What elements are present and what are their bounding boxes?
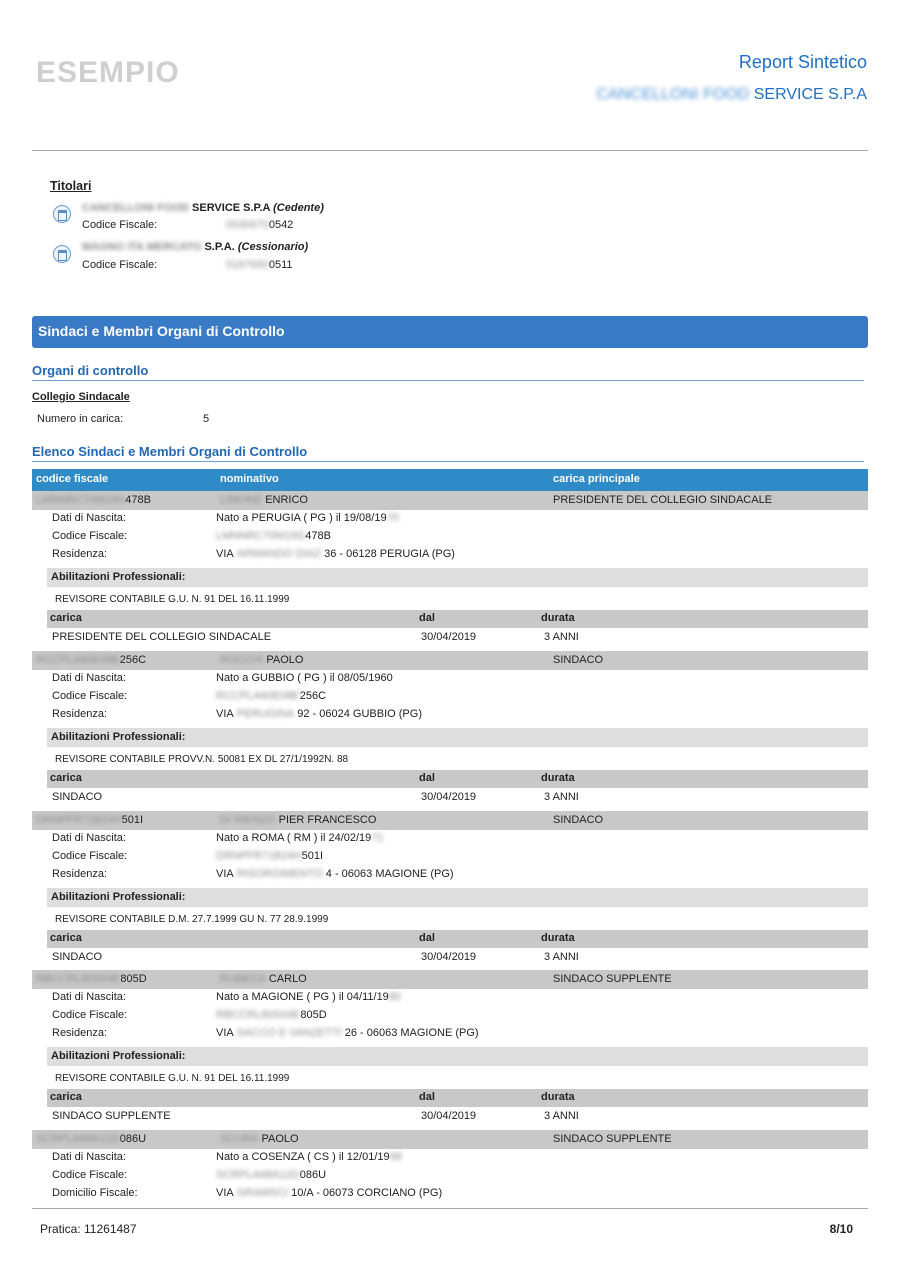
codice-fiscale-value	[216, 1009, 327, 1021]
carica-subheader	[47, 1089, 868, 1107]
sub-carica-label: carica	[50, 772, 82, 784]
birth-text: Nato a GUBBIO ( PG ) il 08/05/1960	[216, 672, 393, 684]
dati-nascita-value	[216, 512, 399, 524]
durata-value: 3 ANNI	[544, 791, 579, 803]
building-icon	[53, 245, 71, 263]
via-redacted: GRAMSCI	[236, 1187, 289, 1199]
collegio-heading: Collegio Sindacale	[32, 391, 130, 403]
watermark: ESEMPIO	[36, 56, 180, 89]
member-cf	[36, 814, 143, 826]
member-row	[32, 970, 868, 989]
birth-redacted: 71	[371, 832, 384, 844]
member-carica: SINDACO	[553, 814, 604, 826]
carica-subheader	[47, 610, 868, 628]
residenza-row	[32, 546, 868, 564]
birth-text: Nato a PERUGIA ( PG ) il 19/08/19	[216, 512, 387, 524]
abilitazione-value: REVISORE CONTABILE PROVV.N. 50081 EX DL 27/1/1992N. 88	[55, 754, 349, 765]
residenza-label: Residenza:	[52, 548, 108, 560]
member-surname-redacted: ROCCHI	[220, 654, 264, 666]
carica-value: SINDACO SUPPLENTE	[52, 1110, 171, 1122]
member-cf	[36, 973, 147, 985]
footer-divider	[32, 1208, 868, 1209]
via-redacted: SACCO E VANZETTI	[236, 1027, 342, 1039]
birth-redacted: 70	[386, 512, 399, 524]
codice-fiscale-label: Codice Fiscale:	[52, 1169, 128, 1181]
dal-value: 30/04/2019	[421, 631, 477, 643]
dati-nascita-label: Dati di Nascita:	[52, 672, 126, 684]
member-surname-redacted: LIMONE	[220, 494, 263, 506]
cf-redacted: RBCCRL80S04E	[216, 1009, 301, 1021]
member-cf	[36, 1133, 146, 1145]
carica-value: SINDACO	[52, 791, 103, 803]
elenco-divider	[32, 461, 864, 462]
via-redacted: ARMANDO DIAZ	[236, 548, 322, 560]
pratica-number: Pratica: 11261487	[40, 1222, 137, 1236]
dati-nascita-label: Dati di Nascita:	[52, 512, 126, 524]
member-cf-suffix: 501I	[121, 814, 144, 826]
cf-suffix: 478B	[305, 530, 331, 542]
cf-suffix: 501I	[301, 850, 324, 862]
carica-value-row	[47, 789, 868, 807]
codice-fiscale-row	[32, 688, 868, 706]
birth-text: Nato a ROMA ( RM ) il 24/02/19	[216, 832, 372, 844]
residenza-row	[32, 1185, 868, 1203]
member-carica: PRESIDENTE DEL COLLEGIO SINDACALE	[553, 494, 773, 506]
organi-divider	[32, 380, 864, 381]
organi-heading: Organi di controllo	[32, 363, 149, 378]
member-cf-redacted: RBCCRL80S04E	[36, 973, 121, 985]
dati-nascita-row	[32, 1149, 868, 1167]
residenza-label: Residenza:	[52, 868, 108, 880]
member-cf	[36, 654, 146, 666]
member-carica: SINDACO SUPPLENTE	[553, 1133, 672, 1145]
member-cf-suffix: 256C	[119, 654, 147, 666]
elenco-heading: Elenco Sindaci e Membri Organi di Controllo	[32, 444, 308, 459]
dati-nascita-row	[32, 510, 868, 528]
member-first-name: ENRICO	[265, 494, 308, 506]
residenza-label: Domicilio Fiscale:	[52, 1187, 138, 1199]
cf-redacted: LMNNRC70M19G	[216, 530, 306, 542]
codice-fiscale-value	[216, 530, 331, 542]
codice-fiscale-value	[216, 1169, 326, 1181]
company-name-suffix: SERVICE S.P.A	[753, 86, 867, 103]
holder-cf-label: Codice Fiscale:	[82, 219, 158, 231]
codice-fiscale-row	[32, 528, 868, 546]
abilitazione-value: REVISORE CONTABILE G.U. N. 91 DEL 16.11.1999	[55, 1073, 290, 1084]
member-row	[32, 651, 868, 670]
residenza-row	[32, 706, 868, 724]
member-first-name: PAOLO	[266, 654, 304, 666]
birth-text: Nato a COSENZA ( CS ) il 12/01/19	[216, 1151, 390, 1163]
holder-cf-value: 01876500511	[226, 259, 293, 271]
carica-value-row	[47, 949, 868, 967]
codice-fiscale-label: Codice Fiscale:	[52, 850, 128, 862]
cf-redacted: SCRPLA68A12D	[216, 1169, 300, 1181]
residenza-label: Residenza:	[52, 1027, 108, 1039]
residenza-label: Residenza:	[52, 708, 108, 720]
residenza-value	[216, 548, 455, 560]
sub-dal-label: dal	[419, 772, 435, 784]
residenza-value	[216, 1027, 479, 1039]
member-nominativo	[220, 654, 303, 666]
page-number: 8/10	[829, 1222, 853, 1236]
member-surname-redacted: SCURA	[220, 1133, 259, 1145]
member-first-name: CARLO	[268, 973, 307, 985]
section-title-bar: Sindaci e Membri Organi di Controllo	[32, 316, 868, 348]
sub-carica-label: carica	[50, 932, 82, 944]
residenza-value	[216, 1187, 442, 1199]
sub-dal-label: dal	[419, 612, 435, 624]
birth-redacted: 80	[388, 991, 402, 1003]
via-prefix: VIA	[216, 1187, 234, 1199]
cf-suffix: 805D	[300, 1009, 327, 1021]
codice-fiscale-label: Codice Fiscale:	[52, 690, 128, 702]
member-row	[32, 491, 868, 510]
via-suffix: 26 - 06063 MAGIONE (PG)	[341, 1027, 479, 1039]
residenza-value	[216, 708, 422, 720]
col-header-cf: codice fiscale	[36, 473, 109, 485]
abilitazioni-label: Abilitazioni Professionali:	[51, 571, 186, 583]
sub-durata-label: durata	[541, 612, 575, 624]
dati-nascita-label: Dati di Nascita:	[52, 1151, 126, 1163]
abilitazione-value: REVISORE CONTABILE G.U. N. 91 DEL 16.11.1999	[55, 594, 290, 605]
via-prefix: VIA	[216, 1027, 234, 1039]
sub-dal-label: dal	[419, 1091, 435, 1103]
cf-suffix: 086U	[299, 1169, 327, 1181]
via-prefix: VIA	[216, 868, 234, 880]
dal-value: 30/04/2019	[421, 951, 477, 963]
abilitazioni-label: Abilitazioni Professionali:	[51, 731, 186, 743]
carica-value: SINDACO	[52, 951, 103, 963]
dal-value: 30/04/2019	[421, 791, 477, 803]
carica-subheader	[47, 770, 868, 788]
codice-fiscale-row	[32, 1007, 868, 1025]
via-suffix: 4 - 06063 MAGIONE (PG)	[322, 868, 454, 880]
via-redacted: RISORGIMENTO	[236, 868, 323, 880]
via-redacted: PERUGINA	[236, 708, 295, 720]
carica-value: PRESIDENTE DEL COLLEGIO SINDACALE	[52, 631, 272, 643]
member-cf	[36, 494, 151, 506]
member-cf-redacted: SCRPLA68A12D	[36, 1133, 120, 1145]
member-row	[32, 1130, 868, 1149]
codice-fiscale-row	[32, 1167, 868, 1185]
abilitazioni-label: Abilitazioni Professionali:	[51, 1050, 186, 1062]
residenza-row	[32, 1025, 868, 1043]
dal-value: 30/04/2019	[421, 1110, 477, 1122]
codice-fiscale-value	[216, 850, 323, 862]
carica-subheader	[47, 930, 868, 948]
member-nominativo	[220, 814, 376, 826]
member-first-name: PAOLO	[261, 1133, 299, 1145]
via-prefix: VIA	[216, 708, 234, 720]
member-first-name: PIER FRANCESCO	[278, 814, 377, 826]
member-carica: SINDACO	[553, 654, 604, 666]
sub-carica-label: carica	[50, 612, 82, 624]
sub-durata-label: durata	[541, 932, 575, 944]
birth-redacted: 68	[389, 1151, 402, 1163]
abilitazione-value: REVISORE CONTABILE D.M. 27.7.1999 GU N. 77 28.9.1999	[55, 914, 329, 925]
residenza-value	[216, 868, 454, 880]
dati-nascita-label: Dati di Nascita:	[52, 991, 126, 1003]
durata-value: 3 ANNI	[544, 631, 579, 643]
member-nominativo	[220, 494, 308, 506]
codice-fiscale-row	[32, 848, 868, 866]
abilitazioni-header	[47, 888, 868, 907]
titolari-heading: Titolari	[50, 179, 92, 193]
cf-redacted: DRNPFR71B24H	[216, 850, 302, 862]
col-header-nominativo: nominativo	[220, 473, 279, 485]
carica-value-row	[47, 1108, 868, 1126]
dati-nascita-value	[216, 672, 393, 684]
company-name-redacted: CANCELLONI FOOD	[596, 86, 750, 103]
table-header	[32, 469, 868, 491]
dati-nascita-value	[216, 1151, 402, 1163]
codice-fiscale-label: Codice Fiscale:	[52, 1009, 128, 1021]
abilitazioni-header	[47, 1047, 868, 1066]
member-cf-redacted: DRNPFR71B24H	[36, 814, 122, 826]
durata-value: 3 ANNI	[544, 951, 579, 963]
sub-durata-label: durata	[541, 772, 575, 784]
dati-nascita-row	[32, 670, 868, 688]
member-row	[32, 811, 868, 830]
member-cf-suffix: 805D	[120, 973, 147, 985]
sub-dal-label: dal	[419, 932, 435, 944]
holder-cf-label: Codice Fiscale:	[82, 259, 158, 271]
member-nominativo	[220, 1133, 299, 1145]
carica-value-row	[47, 629, 868, 647]
dati-nascita-row	[32, 989, 868, 1007]
company-header	[596, 86, 867, 104]
residenza-row	[32, 866, 868, 884]
abilitazioni-header	[47, 568, 868, 587]
report-title: Report Sintetico	[738, 52, 867, 72]
abilitazioni-label: Abilitazioni Professionali:	[51, 891, 186, 903]
birth-text: Nato a MAGIONE ( PG ) il 04/11/19	[216, 991, 389, 1003]
member-nominativo	[220, 973, 307, 985]
building-icon	[53, 205, 71, 223]
numero-value: 5	[203, 413, 210, 425]
cf-redacted: RCCPLA60E08E	[216, 690, 300, 702]
via-suffix: 36 - 06128 PERUGIA (PG)	[321, 548, 455, 560]
member-cf-suffix: 478B	[125, 494, 151, 506]
member-surname-redacted: RUBECA	[220, 973, 266, 985]
holder-name: CANCELLONI FOOD SERVICE S.P.A (Cedente)	[82, 202, 324, 214]
via-prefix: VIA	[216, 548, 234, 560]
header-divider	[32, 150, 868, 151]
dati-nascita-value	[216, 991, 401, 1003]
dati-nascita-value	[216, 832, 384, 844]
holder-cf-value: 00306700542	[226, 219, 294, 231]
durata-value: 3 ANNI	[544, 1110, 579, 1122]
member-surname-redacted: DI RIENZO	[220, 814, 276, 826]
codice-fiscale-value	[216, 690, 326, 702]
abilitazioni-header	[47, 728, 868, 747]
member-cf-redacted: LMNNRC70M19G	[36, 494, 126, 506]
member-carica: SINDACO SUPPLENTE	[553, 973, 672, 985]
dati-nascita-label: Dati di Nascita:	[52, 832, 126, 844]
codice-fiscale-label: Codice Fiscale:	[52, 530, 128, 542]
dati-nascita-row	[32, 830, 868, 848]
sub-durata-label: durata	[541, 1091, 575, 1103]
member-cf-redacted: RCCPLA60E08E	[36, 654, 120, 666]
member-cf-suffix: 086U	[119, 1133, 147, 1145]
holder-name: MAGNO ITA MERCATO S.P.A. (Cessionario)	[82, 241, 309, 253]
col-header-carica: carica principale	[553, 473, 640, 485]
sub-carica-label: carica	[50, 1091, 82, 1103]
cf-suffix: 256C	[299, 690, 327, 702]
via-suffix: 10/A - 06073 CORCIANO (PG)	[288, 1187, 443, 1199]
numero-label: Numero in carica:	[37, 413, 124, 425]
via-suffix: 92 - 06024 GUBBIO (PG)	[294, 708, 422, 720]
